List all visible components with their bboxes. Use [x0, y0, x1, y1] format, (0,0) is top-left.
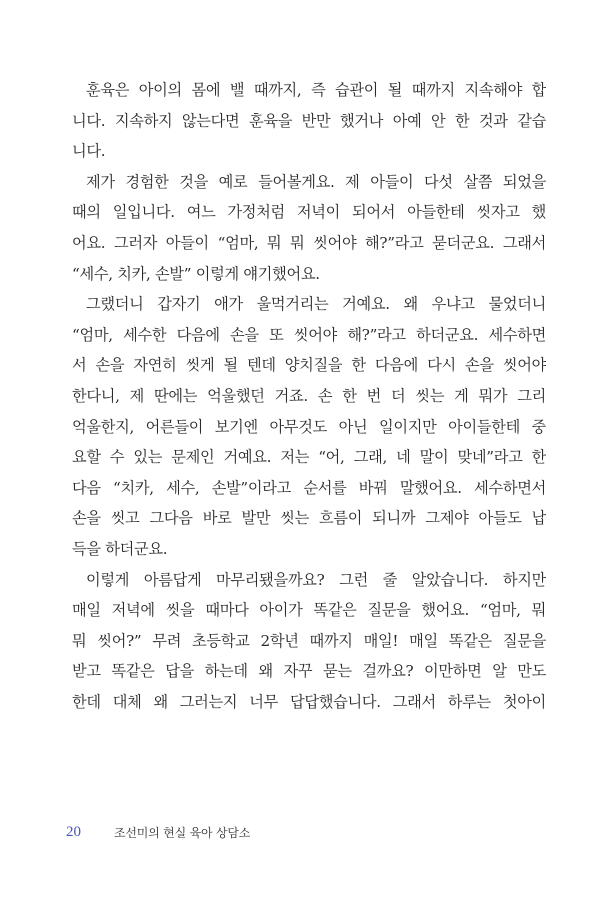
page-footer [66, 822, 250, 842]
text-line: 받고 똑같은 답을 하는데 왜 자꾸 묻는 걸까요? 이만하면 알 만도 [72, 662, 546, 681]
text-line: 손을 씻고 그다음 바로 발만 씻는 흐름이 되니까 그제야 아들도 납 [72, 509, 546, 528]
text-line: 어요. 그러자 아들이 “엄마, 뭐 뭐 씻어야 해?”라고 묻더군요. 그래서 [72, 233, 546, 252]
text-line: 득을 하더군요. [72, 539, 168, 558]
text-line: 훈육은 아이의 몸에 밸 때까지, 즉 습관이 될 때까지 지속해야 합 [86, 81, 546, 99]
text-line: 한데 대체 왜 그러는지 너무 답답했습니다. 그래서 하루는 첫아이 [72, 692, 546, 711]
text-line: 니다. 지속하지 않는다면 훈육을 반만 했거나 아예 안 한 것과 같습 [72, 111, 546, 130]
text-line: 그랬더니 갑자기 애가 울먹거리는 거예요. 왜 우냐고 물었더니 [86, 295, 546, 314]
text-line: 다음 “치카, 세수, 손발”이라고 순서를 바꿔 말했어요. 세수하면서 [72, 478, 546, 497]
running-title: 조선미의 현실 육아 상담소 [114, 825, 251, 840]
text-line: 이렇게 아름답게 마무리됐을까요? 그런 줄 알았습니다. 하지만 [86, 570, 546, 589]
text-line: 서 손을 자연히 씻게 될 텐데 양치질을 한 다음에 다시 손을 씻어야 [72, 356, 546, 375]
text-line: 니다. [72, 142, 106, 161]
text-line: 한다니, 제 딴에는 억울했던 거죠. 손 한 번 더 씻는 게 뭐가 그리 [72, 386, 546, 405]
body-text [72, 75, 546, 717]
text-line: “엄마, 세수한 다음에 손을 또 씻어야 해?”라고 하더군요. 세수하면 [72, 325, 546, 344]
text-line: 때의 일입니다. 여느 가정처럼 저녁이 되어서 아들한테 씻자고 했 [72, 203, 546, 222]
text-line: 요할 수 있는 문제인 거예요. 저는 “어, 그래, 네 말이 맞네”라고 한 [72, 448, 546, 467]
text-line: 뭐 씻어?” 무려 초등학교 2학년 때까지 매일! 매일 똑같은 질문을 [72, 631, 546, 650]
text-line: 억울한지, 어른들이 보기엔 아무것도 아닌 일이지만 아이들한테 중 [72, 417, 546, 436]
text-line: 매일 저녁에 씻을 때마다 아이가 똑같은 질문을 했어요. “엄마, 뭐 [72, 601, 546, 620]
text-line: “세수, 치카, 손발” 이렇게 얘기했어요. [72, 264, 320, 283]
page-number: 20 [66, 823, 81, 840]
text-line: 제가 경험한 것을 예로 들어볼게요. 제 아들이 다섯 살쯤 되었을 [86, 172, 546, 191]
